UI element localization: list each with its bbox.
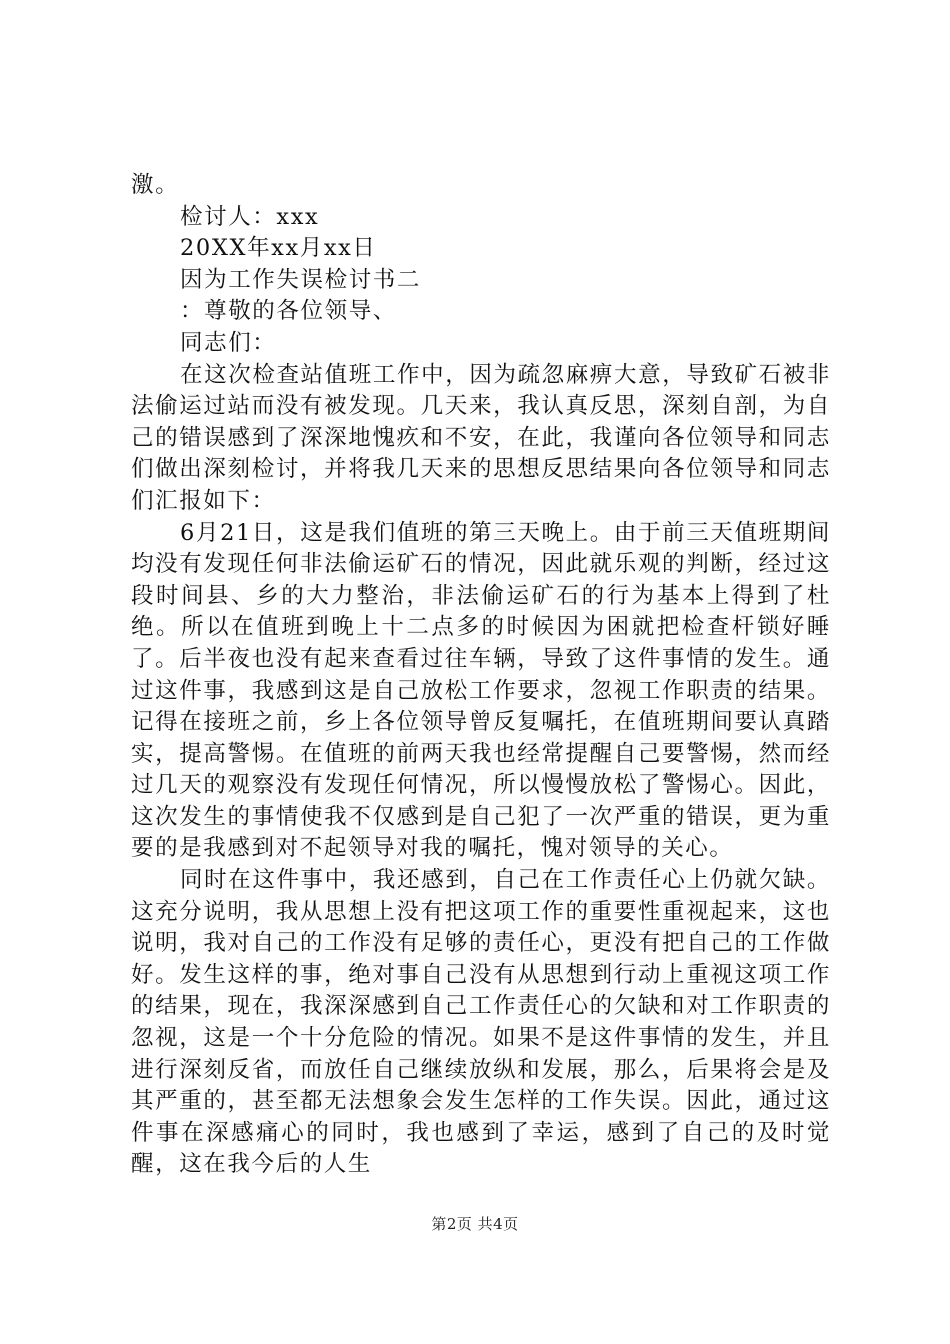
page-number-footer: 第2页 共4页 [431, 1215, 519, 1233]
signature-label: 检讨人：xxx [180, 203, 320, 230]
paragraph-2: 6月21日，这是我们值班的第三天晚上。由于前三天值班期间均没有发现任何非法偷运矿石的情况，因此就乐观的判断，经过这段时间县、乡的大力整治，非法偷运矿石的行为基本上得到了杜绝。所以在值班到晚上十二点多的时候因为困就把检查杆锁好睡了。后半夜也没有起来查看过往车辆，导致了这件事情的发生。通过这件事，我感到这是自己放松工作要求，忽视工作职责的结果。记得在接班之前，乡上各位领导曾反复嘱托，在值班期间要认真踏实，提高警惕。在值班的前两天我也经常提醒自己要警惕，然而经过几天的观察没有发现任何情况，所以慢慢放松了警惕心。因此，这次发生的事情使我不仅感到是自己犯了一次严重的错误，更为重要的是我感到对不起领导对我的嘱托，愧对领导的关心。 [131, 519, 831, 862]
paragraph-3: 同时在这件事中，我还感到，自己在工作责任心上仍就欠缺。这充分说明，我从思想上没有把这项工作的重要性重视起来，这也说明，我对自己的工作没有足够的责任心，更没有把自己的工作做好。发生这样的事，绝对事自己没有从思想到行动上重视这项工作的结果，现在，我深深感到自己工作责任心的欠缺和对工作职责的忽视，这是一个十分危险的情况。如果不是这件事情的发生，并且进行深刻反省，而放任自己继续放纵和发展，那么，后果将会是及其严重的，甚至都无法想象会发生怎样的工作失误。因此，通过这件事在深感痛心的同时，我也感到了幸运，感到了自己的及时觉醒，这在我今后的人生 [131, 867, 831, 1178]
salutation-line-1: ：尊敬的各位领导、 [180, 298, 397, 325]
paragraph-1: 在这次检查站值班工作中，因为疏忽麻痹大意，导致矿石被非法偷运过站而没有被发现。几天来，我认真反思，深刻自剖，为自己的错误感到了深深地愧疚和不安，在此，我谨向各位领导和同志们做出深刻检讨，并将我几天来的思想反思结果向各位领导和同志们汇报如下： [131, 361, 831, 514]
document-body [131, 170, 831, 1181]
continuation-text: 激。 [131, 172, 180, 198]
section-title: 因为工作失误检讨书二 [180, 266, 422, 293]
date-line: 20XX年xx月xx日 [180, 235, 377, 262]
salutation-line-2: 同志们： [180, 329, 277, 356]
